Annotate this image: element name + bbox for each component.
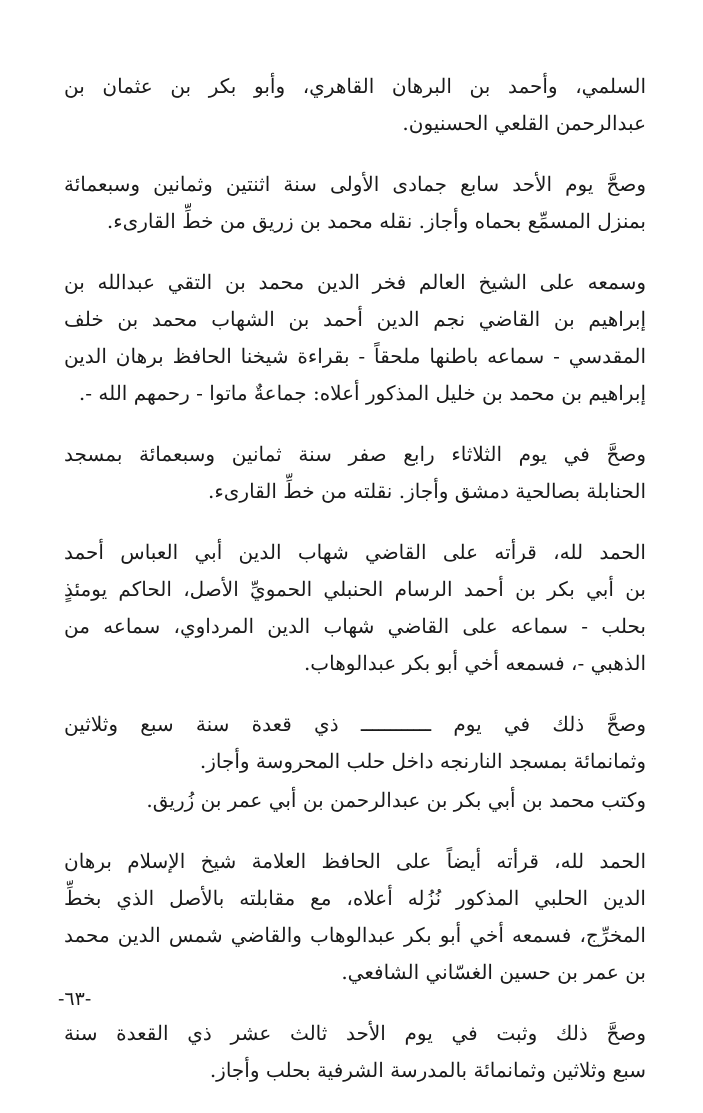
text-line: وكتب محمد بن أبي بكر بن عبدالرحمن بن أبي عمر بن زُريق.: [146, 788, 646, 812]
text-line: سبع وثلاثين وثمانمائة بالمدرسة الشرفية بحلب وأجاز.: [209, 1058, 646, 1082]
text-line: وصحَّ يوم الأحد سابع جمادى الأولى سنة اثنتين وثمانين وسبعمائة: [64, 172, 646, 196]
paragraph-9: [64, 1015, 646, 1089]
text-line: المخرِّج، فسمعه أخي أبو بكر عبدالوهاب والقاضي شمس الدين محمد: [64, 923, 646, 947]
text-line: عبدالرحمن القلعي الحسنيون.: [402, 111, 646, 135]
paragraph-5: [64, 534, 646, 682]
text-line: وصحَّ ذلك في يوم ــــــــــــ ذي قعدة سنة سبع وثلاثين: [64, 712, 646, 736]
paragraph-8: [64, 843, 646, 991]
text-line: وسمعه على الشيخ العالم فخر الدين محمد بن التقي عبدالله بن: [64, 270, 646, 294]
text-line: وثمانمائة بمسجد النارنجه داخل حلب المحروسة وأجاز.: [199, 749, 646, 773]
text-line: إبراهيم بن محمد بن خليل المذكور أعلاه: جماعةٌ ماتوا - رحمهم الله -.: [78, 381, 646, 405]
text-line: بمنزل المسمِّع بحماه وأجاز. نقله محمد بن زريق من خطِّ القارىء.: [106, 209, 646, 233]
text-line: بحلب - سماعه على القاضي شهاب الدين المرداوي، سماعه من: [64, 614, 646, 638]
text-line: الذهبي -، فسمعه أخي أبو بكر عبدالوهاب.: [303, 651, 646, 675]
text-line: وصحَّ ذلك وثبت في يوم الأحد ثالث عشر ذي القعدة سنة: [64, 1021, 646, 1045]
text-line: بن عمر بن حسين الغسّاني الشافعي.: [341, 960, 646, 984]
page-body: [64, 68, 646, 1113]
paragraph-2: [64, 166, 646, 240]
text-line: الحنابلة بصالحية دمشق وأجاز. نقلته من خطِّ القارىء.: [208, 479, 646, 503]
text-line: الحمد لله، قرأته على القاضي شهاب الدين أبي العباس أحمد: [64, 540, 646, 564]
text-line: السلمي، وأحمد بن البرهان القاهري، وأبو بكر بن عثمان بن: [64, 74, 646, 98]
page-number: -٦٣-: [58, 988, 92, 1010]
text-line: المقدسي - سماعه باطنها ملحقاً - بقراءة شيخنا الحافظ برهان الدين: [64, 344, 646, 368]
text-line: إبراهيم بن القاضي نجم الدين أحمد بن الشهاب محمد بن خلف: [64, 307, 646, 331]
text-line: الدين الحلبي المذكور نُزُله أعلاه، مع مقابلته بالأصل الذي بخطِّ: [64, 886, 646, 910]
paragraph-1: [64, 68, 646, 142]
text-line: وصحَّ في يوم الثلاثاء رابع صفر سنة ثمانين وسبعمائة بمسجد: [64, 442, 646, 466]
paragraph-3: [64, 264, 646, 412]
paragraph-4: [64, 436, 646, 510]
paragraph-7: [64, 782, 646, 819]
paragraph-6: [64, 706, 646, 780]
text-line: بن أبي بكر بن أحمد الرسام الحنبلي الحمويِّ الأصل، الحاكم يومئذٍ: [64, 577, 646, 601]
text-line: الحمد لله، قرأته أيضاً على الحافظ العلامة شيخ الإسلام برهان: [64, 849, 646, 873]
